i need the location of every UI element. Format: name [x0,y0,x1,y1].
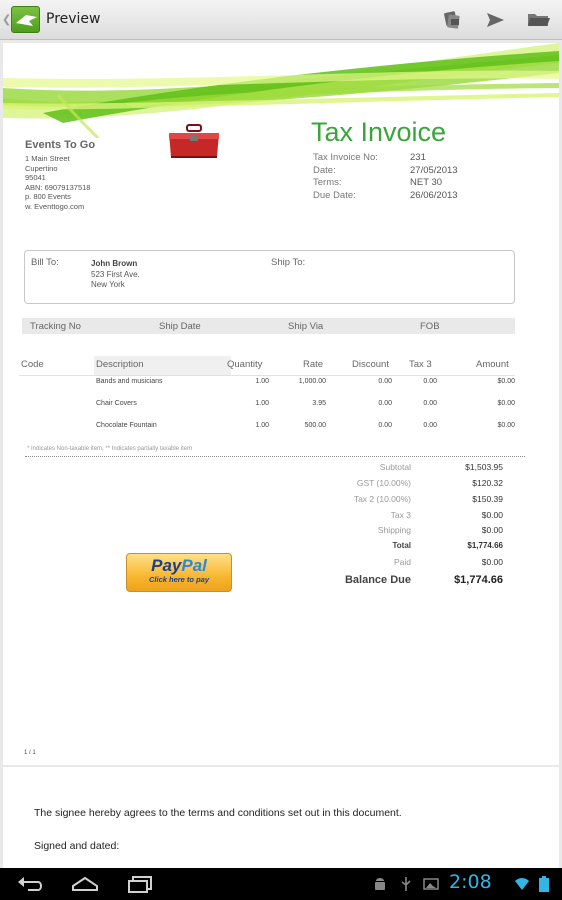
item-discount: 0.00 [378,422,392,429]
folder-open-icon[interactable] [526,8,552,32]
company-address-line: Cupertino [25,163,58,173]
ship-to-label: Ship To: [271,257,306,268]
item-rate: 500.00 [304,422,326,429]
item-discount: 0.00 [378,378,392,385]
invoice-date-row [313,165,473,178]
home-icon[interactable] [69,874,101,894]
total-value: $150.39 [472,494,503,504]
terms-statement: The signee hereby agrees to the terms and conditions set out in this document. [34,807,402,819]
item-tax: 0.00 [423,400,437,407]
divider [25,456,525,457]
recent-apps-icon[interactable] [124,874,156,894]
signed-dated-label: Signed and dated: [34,840,120,852]
col-quantity: Quantity [227,359,263,370]
stamp-icon[interactable] [439,8,465,32]
tax3-row [303,510,503,524]
fob-header: FOB [420,321,440,332]
item-quantity: 1.00 [255,422,269,429]
invoice-meta [313,152,473,202]
system-bar [0,868,562,900]
chevron-left-icon[interactable]: ❮ [2,13,12,26]
action-bar [0,0,562,40]
item-tax: 0.00 [423,422,437,429]
item-tax: 0.00 [423,378,437,385]
items-table-header [19,356,515,376]
invoice-number-row [313,152,473,165]
ship-date-header: Ship Date [159,321,201,332]
page-title: Preview [46,11,101,27]
invoice-title: Tax Invoice [311,117,447,147]
usb-icon [398,876,414,892]
meta-label: Tax Invoice No: [313,152,378,163]
balance-due-value: $1,774.66 [454,574,503,586]
company-address-line: 95041 [25,173,46,182]
total-value: $0.00 [481,557,503,567]
total-value: $0.00 [481,510,503,520]
item-quantity: 1.00 [255,400,269,407]
item-description: Chair Covers [96,400,137,407]
company-abn: ABN: 69079137518 [25,182,91,192]
bill-to-address-line: 523 First Ave. [91,270,140,279]
bill-to-label: Bill To: [31,257,59,268]
subtotal-row [303,462,503,476]
company-address-line: 1 Main Street [25,154,70,163]
item-amount: $0.00 [497,400,515,407]
item-discount: 0.00 [378,400,392,407]
item-description: Bands and musicians [96,378,163,385]
company-phone: p. 800 Events [25,192,71,201]
tracking-header [22,318,515,334]
item-description: Chocolate Fountain [96,422,157,429]
invoice-terms: NET 30 [410,177,443,189]
balance-due-row [303,574,503,592]
item-rate: 1,000.00 [298,378,326,385]
meta-label: Terms: [313,177,342,189]
col-amount: Amount [476,359,509,370]
taxable-footnote: * Indicates Non-taxable item, ** Indicates partially taxable item [27,446,193,452]
send-icon[interactable] [483,8,509,32]
total-label: GST (10.00%) [356,478,411,488]
col-code: Code [21,359,44,370]
item-amount: $0.00 [497,378,515,385]
tracking-no-header: Tracking No [30,321,81,332]
company-website: w. Eventtogo.com [25,201,85,211]
tax2-row [303,494,503,508]
signature-page[interactable] [3,767,559,868]
paypal-pay-button[interactable] [126,553,232,592]
invoice-date: 27/05/2013 [410,164,458,176]
col-tax3: Tax 3 [409,359,432,370]
paid-row [303,557,503,571]
table-row [19,422,515,434]
page-number: 1 / 1 [24,750,36,756]
invoice-banner [3,43,559,138]
col-rate: Rate [303,359,324,370]
meta-label: Date: [313,164,336,176]
image-icon [423,876,439,892]
total-value: $0.00 [481,525,503,535]
invoice-due-date-row [313,190,473,203]
bill-ship-box [24,250,515,304]
total-label: Subtotal [379,462,411,472]
table-row [19,400,515,412]
invoice-page[interactable] [3,43,559,765]
col-discount: Discount [352,359,389,370]
total-label: Shipping [377,525,411,535]
wifi-icon [514,876,530,892]
android-debug-icon [372,876,388,892]
bill-to-name: John Brown [91,259,138,268]
gst-row [303,478,503,492]
clock: 2:08 [449,871,492,893]
col-description: Description [96,359,144,370]
total-row [303,541,503,555]
item-rate: 3.95 [312,400,326,407]
total-label: Tax 3 [390,510,411,520]
total-label: Total [392,541,411,550]
app-logo-icon[interactable] [11,6,40,33]
item-amount: $0.00 [497,422,515,429]
paypal-logo: PayPal [151,556,207,575]
bill-to-address-line: New York [91,280,125,289]
total-label: Tax 2 (10.00%) [353,494,411,504]
balance-due-label: Balance Due [344,574,411,586]
back-icon[interactable] [14,874,46,894]
total-label: Paid [393,557,411,567]
company-name: Events To Go [25,139,96,151]
meta-label: Due Date: [313,189,356,201]
ship-via-header: Ship Via [288,321,324,332]
total-value: $1,503.95 [465,462,503,472]
invoice-terms-row [313,177,473,190]
toolbox-logo [165,123,223,159]
total-value: $120.32 [472,478,503,488]
paypal-button-label: Click here to pay [148,575,210,584]
table-row [19,378,515,390]
shipping-row [303,525,503,539]
company-block [25,139,95,211]
battery-icon [538,876,550,892]
item-quantity: 1.00 [255,378,269,385]
invoice-number: 231 [410,152,426,163]
total-value: $1,774.66 [467,541,503,550]
invoice-due-date: 26/06/2013 [410,189,458,201]
